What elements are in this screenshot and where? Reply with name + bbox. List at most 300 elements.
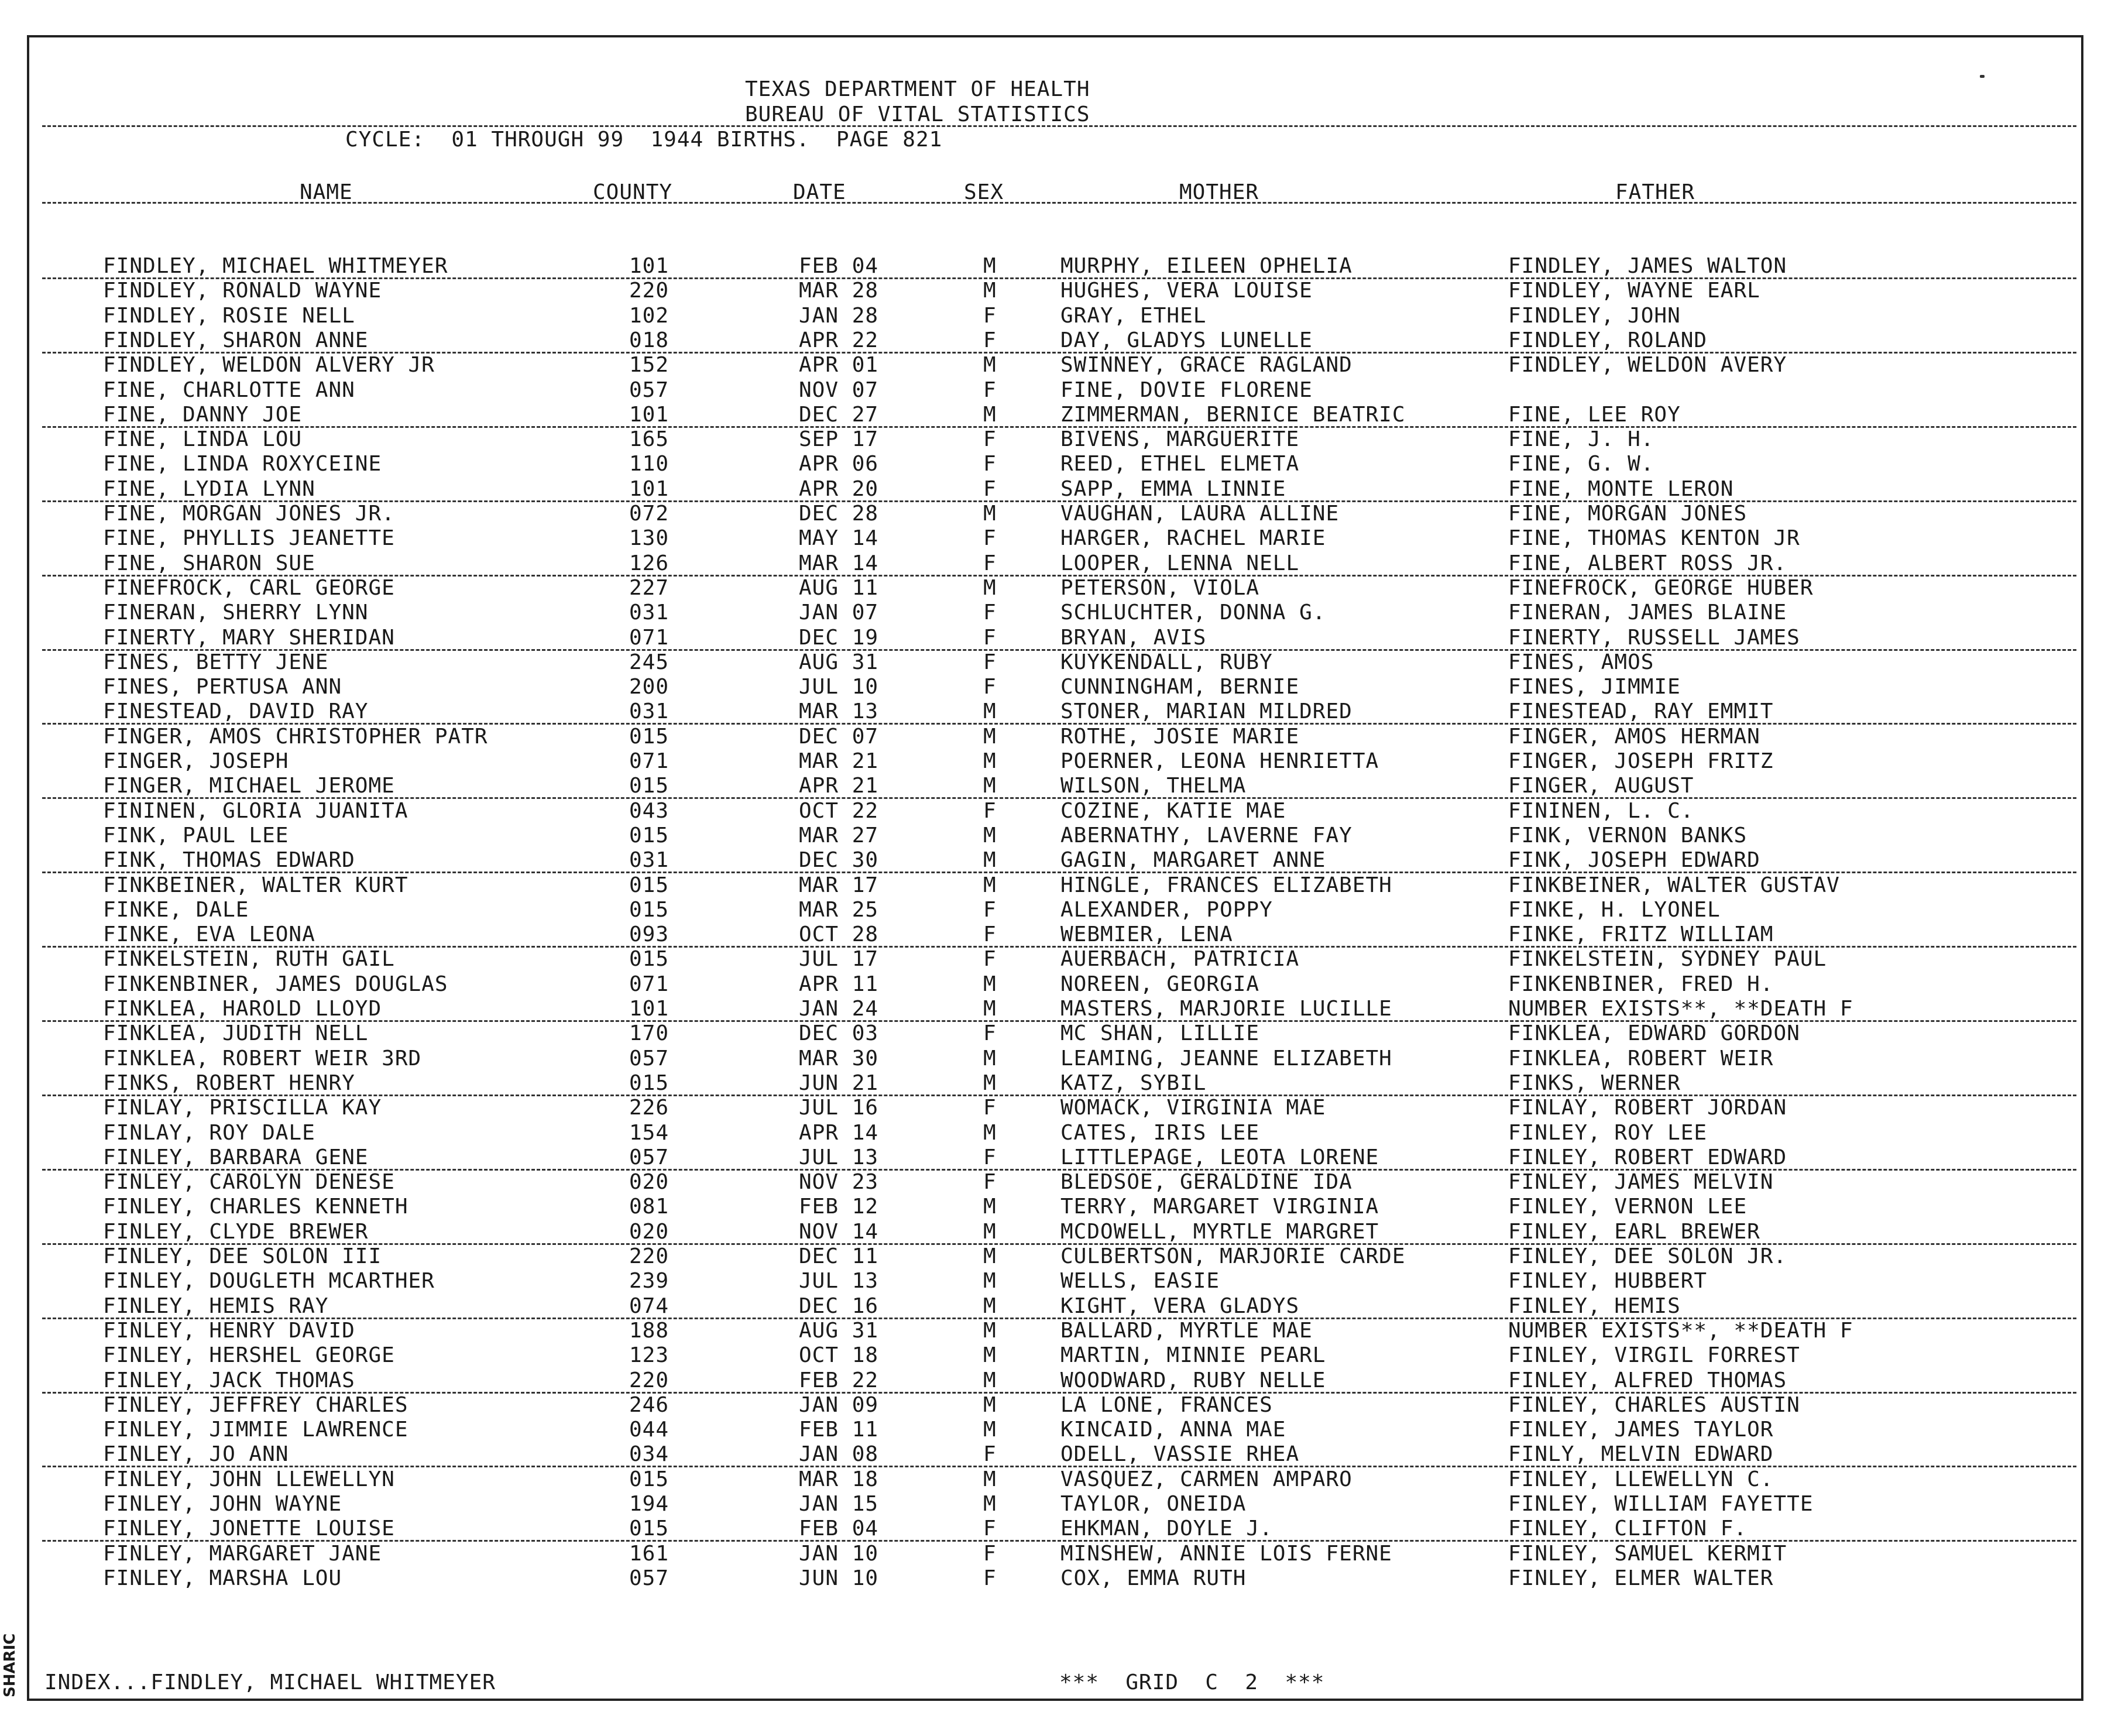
record-father: FINKLEA, ROBERT WEIR	[1508, 1046, 1774, 1071]
record-mother: BALLARD, MYRTLE MAE	[1060, 1318, 1313, 1343]
record-date: MAR 28	[799, 279, 879, 303]
record-county: 057	[629, 1046, 670, 1071]
table-row	[0, 1542, 2125, 1566]
record-mother: TERRY, MARGARET VIRGINIA	[1060, 1195, 1379, 1219]
record-county: 074	[629, 1294, 670, 1318]
table-row	[0, 304, 2125, 328]
record-father: FINE, MONTE LERON	[1508, 476, 1734, 501]
record-mother: MURPHY, EILEEN OPHELIA	[1060, 254, 1352, 278]
record-sex: M	[983, 1046, 997, 1071]
record-county: 015	[629, 947, 670, 972]
record-father: FINDLEY, WAYNE EARL	[1508, 279, 1760, 303]
table-row	[0, 1319, 2125, 1343]
record-county: 072	[629, 502, 670, 526]
record-sex: F	[983, 650, 997, 674]
record-sex: M	[983, 502, 997, 526]
record-sex: F	[983, 328, 997, 352]
table-row	[0, 1442, 2125, 1467]
table-row	[0, 378, 2125, 403]
table-row	[0, 824, 2125, 848]
record-name: FINKBEINER, WALTER KURT	[103, 873, 408, 897]
record-name: FINE, LINDA ROXYCEINE	[103, 452, 382, 476]
footer-grid: *** GRID C 2 ***	[1059, 1670, 1325, 1694]
record-sex: M	[983, 279, 997, 303]
record-sex: F	[983, 1021, 997, 1046]
record-name: FINKENBINER, JAMES DOUGLAS	[103, 972, 448, 996]
table-row	[0, 922, 2125, 947]
record-name: FINLEY, JIMMIE LAWRENCE	[103, 1418, 408, 1442]
record-sex: M	[983, 575, 997, 600]
record-father: FINKE, H. LYONEL	[1508, 897, 1721, 922]
table-row	[0, 774, 2125, 798]
table-row	[0, 947, 2125, 972]
record-father: FINLEY, ROBERT EDWARD	[1508, 1145, 1787, 1169]
table-row	[0, 1071, 2125, 1096]
record-father: FINK, JOSEPH EDWARD	[1508, 848, 1760, 873]
record-mother: MASTERS, MARJORIE LUCILLE	[1060, 997, 1392, 1021]
record-sex: M	[983, 402, 997, 427]
record-sex: M	[983, 823, 997, 848]
record-date: MAR 25	[799, 897, 879, 922]
record-father: FINGER, AUGUST	[1508, 774, 1694, 798]
record-date: DEC 27	[799, 402, 879, 427]
record-date: FEB 04	[799, 1517, 879, 1541]
record-name: FINLEY, JOHN WAYNE	[103, 1492, 342, 1516]
record-name: FINKLEA, JUDITH NELL	[103, 1021, 369, 1046]
record-mother: MINSHEW, ANNIE LOIS FERNE	[1060, 1541, 1392, 1566]
record-date: DEC 16	[799, 1294, 879, 1318]
record-county: 044	[629, 1418, 670, 1442]
record-mother: WOODWARD, RUBY NELLE	[1060, 1368, 1326, 1392]
record-father: FINLEY, JAMES MELVIN	[1508, 1170, 1774, 1195]
record-sex: F	[983, 1566, 997, 1590]
record-sex: M	[983, 1294, 997, 1318]
record-father: FINDLEY, ROLAND	[1508, 328, 1708, 352]
table-row	[0, 972, 2125, 997]
record-name: FINGER, JOSEPH	[103, 749, 289, 773]
record-county: 226	[629, 1096, 670, 1120]
record-date: FEB 11	[799, 1418, 879, 1442]
record-mother: WEBMIER, LENA	[1060, 922, 1233, 947]
record-date: APR 21	[799, 774, 879, 798]
record-name: FINLEY, JONETTE LOUISE	[103, 1517, 395, 1541]
record-father: FINLY, MELVIN EDWARD	[1508, 1442, 1774, 1467]
table-row	[0, 1343, 2125, 1368]
table-row	[0, 427, 2125, 452]
record-county: 020	[629, 1219, 670, 1244]
table-row	[0, 848, 2125, 873]
record-father: FINERAN, JAMES BLAINE	[1508, 601, 1787, 625]
record-sex: F	[983, 303, 997, 328]
record-mother: STONER, MARIAN MILDRED	[1060, 699, 1352, 724]
record-mother: LA LONE, FRANCES	[1060, 1392, 1273, 1417]
record-father: FINLEY, SAMUEL KERMIT	[1508, 1541, 1787, 1566]
record-mother: DAY, GLADYS LUNELLE	[1060, 328, 1313, 352]
record-date: MAR 27	[799, 823, 879, 848]
table-row	[0, 279, 2125, 303]
record-date: DEC 07	[799, 724, 879, 749]
col-date-header: DATE	[793, 180, 846, 204]
record-sex: F	[983, 922, 997, 947]
record-county: 031	[629, 848, 670, 873]
record-name: FINLEY, CLYDE BREWER	[103, 1219, 369, 1244]
record-mother: KATZ, SYBIL	[1060, 1071, 1207, 1095]
record-sex: F	[983, 1145, 997, 1169]
record-mother: ODELL, VASSIE RHEA	[1060, 1442, 1300, 1467]
record-date: APR 06	[799, 452, 879, 476]
record-father: FINLEY, ALFRED THOMAS	[1508, 1368, 1787, 1392]
record-name: FINES, PERTUSA ANN	[103, 675, 342, 699]
record-date: JAN 28	[799, 303, 879, 328]
record-county: 170	[629, 1021, 670, 1046]
record-county: 018	[629, 328, 670, 352]
col-sex-header: SEX	[964, 180, 1004, 204]
record-name: FINLEY, CHARLES KENNETH	[103, 1195, 408, 1219]
record-father: FINERTY, RUSSELL JAMES	[1508, 625, 1800, 650]
table-row	[0, 1393, 2125, 1418]
record-father: FINK, VERNON BANKS	[1508, 823, 1748, 848]
record-sex: M	[983, 1269, 997, 1294]
table-row	[0, 353, 2125, 378]
record-date: JUL 17	[799, 947, 879, 972]
record-date: NOV 23	[799, 1170, 879, 1195]
record-date: JUL 13	[799, 1145, 879, 1169]
header-divider	[42, 125, 2076, 127]
col-name-header: NAME	[300, 180, 353, 204]
record-name: FINE, CHARLOTTE ANN	[103, 378, 355, 402]
record-county: 015	[629, 1467, 670, 1491]
table-row	[0, 1467, 2125, 1492]
record-father: NUMBER EXISTS**, **DEATH F	[1508, 997, 1853, 1021]
record-date: AUG 11	[799, 575, 879, 600]
record-mother: WELLS, EASIE	[1060, 1269, 1220, 1294]
record-name: FINKE, EVA LEONA	[103, 922, 315, 947]
record-county: 161	[629, 1541, 670, 1566]
record-date: NOV 07	[799, 378, 879, 402]
record-mother: ZIMMERMAN, BERNICE BEATRIC	[1060, 402, 1406, 427]
record-mother: HINGLE, FRANCES ELIZABETH	[1060, 873, 1392, 897]
record-mother: GAGIN, MARGARET ANNE	[1060, 848, 1326, 873]
record-name: FINES, BETTY JENE	[103, 650, 329, 674]
record-county: 031	[629, 699, 670, 724]
record-father: FINGER, AMOS HERMAN	[1508, 724, 1760, 749]
record-sex: F	[983, 476, 997, 501]
record-county: 015	[629, 724, 670, 749]
record-date: AUG 31	[799, 650, 879, 674]
record-father: FINLEY, VERNON LEE	[1508, 1195, 1748, 1219]
record-county: 220	[629, 1244, 670, 1268]
record-name: FINLEY, HERSHEL GEORGE	[103, 1343, 395, 1368]
record-father: FININEN, L. C.	[1508, 798, 1694, 823]
record-name: FINLAY, PRISCILLA KAY	[103, 1096, 382, 1120]
record-name: FINE, SHARON SUE	[103, 551, 315, 575]
table-row	[0, 502, 2125, 526]
record-name: FINKE, DALE	[103, 897, 249, 922]
record-sex: F	[983, 1442, 997, 1467]
record-county: 165	[629, 427, 670, 452]
record-date: JUN 21	[799, 1071, 879, 1095]
table-row	[0, 1566, 2125, 1591]
side-label: SHARIC	[1, 1633, 19, 1697]
record-father: FINE, THOMAS KENTON JR	[1508, 526, 1800, 551]
record-sex: M	[983, 1318, 997, 1343]
record-mother: WILSON, THELMA	[1060, 774, 1247, 798]
table-row	[0, 997, 2125, 1021]
record-sex: F	[983, 452, 997, 476]
record-mother: VAUGHAN, LAURA ALLINE	[1060, 502, 1340, 526]
table-row	[0, 650, 2125, 675]
record-date: FEB 04	[799, 254, 879, 278]
record-father: FINESTEAD, RAY EMMIT	[1508, 699, 1774, 724]
record-mother: KUYKENDALL, RUBY	[1060, 650, 1273, 674]
record-father: FINDLEY, WELDON AVERY	[1508, 353, 1787, 378]
record-county: 245	[629, 650, 670, 674]
record-mother: MC SHAN, LILLIE	[1060, 1021, 1260, 1046]
record-sex: F	[983, 675, 997, 699]
record-mother: ALEXANDER, POPPY	[1060, 897, 1273, 922]
record-date: JUN 10	[799, 1566, 879, 1590]
record-date: OCT 28	[799, 922, 879, 947]
record-name: FINEFROCK, CARL GEORGE	[103, 575, 395, 600]
record-name: FINERAN, SHERRY LYNN	[103, 601, 369, 625]
record-county: 057	[629, 1566, 670, 1590]
record-name: FINLEY, JEFFREY CHARLES	[103, 1392, 408, 1417]
record-mother: CULBERTSON, MARJORIE CARDE	[1060, 1244, 1406, 1268]
record-name: FINK, PAUL LEE	[103, 823, 289, 848]
record-county: 071	[629, 625, 670, 650]
record-name: FINE, LINDA LOU	[103, 427, 303, 452]
record-name: FINLEY, HENRY DAVID	[103, 1318, 355, 1343]
record-father: FINEFROCK, GEORGE HUBER	[1508, 575, 1814, 600]
record-name: FINKLEA, ROBERT WEIR 3RD	[103, 1046, 422, 1071]
table-row	[0, 1492, 2125, 1517]
record-father: FINLEY, WILLIAM FAYETTE	[1508, 1492, 1814, 1516]
record-date: MAY 14	[799, 526, 879, 551]
record-name: FINLEY, JO ANN	[103, 1442, 289, 1467]
table-row	[0, 576, 2125, 601]
record-mother: REED, ETHEL ELMETA	[1060, 452, 1300, 476]
table-row	[0, 1368, 2125, 1393]
table-row	[0, 699, 2125, 724]
record-sex: F	[983, 1170, 997, 1195]
record-mother: SWINNEY, GRACE RAGLAND	[1060, 353, 1352, 378]
table-row	[0, 328, 2125, 353]
record-sex: M	[983, 699, 997, 724]
record-sex: M	[983, 749, 997, 773]
record-sex: F	[983, 378, 997, 402]
table-row	[0, 1047, 2125, 1071]
record-name: FINLEY, HEMIS RAY	[103, 1294, 329, 1318]
record-name: FINLEY, MARGARET JANE	[103, 1541, 382, 1566]
record-sex: M	[983, 1195, 997, 1219]
record-name: FINLEY, MARSHA LOU	[103, 1566, 342, 1590]
record-mother: LITTLEPAGE, LEOTA LORENE	[1060, 1145, 1379, 1169]
record-date: MAR 14	[799, 551, 879, 575]
record-sex: F	[983, 526, 997, 551]
record-sex: M	[983, 997, 997, 1021]
record-mother: AUERBACH, PATRICIA	[1060, 947, 1300, 972]
record-county: 015	[629, 823, 670, 848]
record-sex: M	[983, 254, 997, 278]
table-row	[0, 403, 2125, 427]
speck-mark	[1980, 75, 1985, 78]
record-mother: COX, EMMA RUTH	[1060, 1566, 1247, 1590]
record-date: DEC 03	[799, 1021, 879, 1046]
record-mother: EHKMAN, DOYLE J.	[1060, 1517, 1273, 1541]
col-county-header: COUNTY	[593, 180, 673, 204]
record-father: FINLEY, HUBBERT	[1508, 1269, 1708, 1294]
table-row	[0, 675, 2125, 699]
record-name: FINLAY, ROY DALE	[103, 1120, 315, 1145]
record-county: 110	[629, 452, 670, 476]
record-sex: M	[983, 873, 997, 897]
record-sex: F	[983, 427, 997, 452]
record-father: FINKELSTEIN, SYDNEY PAUL	[1508, 947, 1827, 972]
table-row	[0, 254, 2125, 279]
record-father: FINLEY, HEMIS	[1508, 1294, 1681, 1318]
column-header-divider	[42, 202, 2076, 204]
record-date: DEC 19	[799, 625, 879, 650]
record-mother: TAYLOR, ONEIDA	[1060, 1492, 1247, 1516]
record-date: APR 22	[799, 328, 879, 352]
record-name: FINDLEY, WELDON ALVERY JR	[103, 353, 435, 378]
record-county: 015	[629, 1517, 670, 1541]
record-name: FINK, THOMAS EDWARD	[103, 848, 355, 873]
record-date: MAR 18	[799, 1467, 879, 1491]
table-row	[0, 898, 2125, 922]
table-row	[0, 1269, 2125, 1294]
record-name: FINLEY, CAROLYN DENESE	[103, 1170, 395, 1195]
record-county: 200	[629, 675, 670, 699]
record-county: 031	[629, 601, 670, 625]
record-county: 239	[629, 1269, 670, 1294]
record-mother: COZINE, KATIE MAE	[1060, 798, 1286, 823]
record-county: 101	[629, 402, 670, 427]
record-date: FEB 22	[799, 1368, 879, 1392]
record-sex: M	[983, 1120, 997, 1145]
record-name: FINDLEY, SHARON ANNE	[103, 328, 369, 352]
record-father: FINDLEY, JAMES WALTON	[1508, 254, 1787, 278]
record-sex: F	[983, 947, 997, 972]
record-date: JAN 08	[799, 1442, 879, 1467]
record-county: 123	[629, 1343, 670, 1368]
record-mother: NOREEN, GEORGIA	[1060, 972, 1260, 996]
record-date: APR 14	[799, 1120, 879, 1145]
record-date: OCT 22	[799, 798, 879, 823]
table-row	[0, 1121, 2125, 1145]
record-mother: CUNNINGHAM, BERNIE	[1060, 675, 1300, 699]
record-county: 220	[629, 1368, 670, 1392]
record-father: FINLEY, DEE SOLON JR.	[1508, 1244, 1787, 1268]
record-name: FINERTY, MARY SHERIDAN	[103, 625, 395, 650]
record-county: 015	[629, 774, 670, 798]
record-mother: GRAY, ETHEL	[1060, 303, 1207, 328]
record-date: DEC 11	[799, 1244, 879, 1268]
record-county: 020	[629, 1170, 670, 1195]
record-sex: F	[983, 1541, 997, 1566]
table-row	[0, 601, 2125, 625]
record-date: JAN 24	[799, 997, 879, 1021]
record-date: SEP 17	[799, 427, 879, 452]
record-father: FINE, J. H.	[1508, 427, 1654, 452]
record-date: JAN 09	[799, 1392, 879, 1417]
record-date: MAR 13	[799, 699, 879, 724]
record-sex: M	[983, 972, 997, 996]
record-name: FINLEY, BARBARA GENE	[103, 1145, 369, 1169]
record-name: FINKS, ROBERT HENRY	[103, 1071, 355, 1095]
record-date: MAR 21	[799, 749, 879, 773]
record-sex: M	[983, 724, 997, 749]
record-date: JAN 07	[799, 601, 879, 625]
record-date: FEB 12	[799, 1195, 879, 1219]
record-name: FINDLEY, RONALD WAYNE	[103, 279, 382, 303]
record-father: FINE, MORGAN JONES	[1508, 502, 1748, 526]
record-county: 194	[629, 1492, 670, 1516]
table-row	[0, 1170, 2125, 1195]
table-row	[0, 1418, 2125, 1442]
record-county: 101	[629, 476, 670, 501]
table-row	[0, 1244, 2125, 1269]
record-father: FINLAY, ROBERT JORDAN	[1508, 1096, 1787, 1120]
table-row	[0, 626, 2125, 650]
record-mother: MCDOWELL, MYRTLE MARGRET	[1060, 1219, 1379, 1244]
record-county: 154	[629, 1120, 670, 1145]
record-sex: F	[983, 551, 997, 575]
record-county: 152	[629, 353, 670, 378]
footer-index: INDEX...FINDLEY, MICHAEL WHITMEYER	[44, 1670, 496, 1694]
record-name: FINESTEAD, DAVID RAY	[103, 699, 369, 724]
record-father: FINLEY, CHARLES AUSTIN	[1508, 1392, 1800, 1417]
table-row	[0, 1517, 2125, 1541]
table-row	[0, 1145, 2125, 1170]
record-father: FINLEY, JAMES TAYLOR	[1508, 1418, 1774, 1442]
record-date: JUL 16	[799, 1096, 879, 1120]
record-sex: M	[983, 1467, 997, 1491]
record-name: FINGER, AMOS CHRISTOPHER PATR	[103, 724, 488, 749]
record-sex: M	[983, 353, 997, 378]
record-name: FINGER, MICHAEL JEROME	[103, 774, 395, 798]
record-mother: SCHLUCHTER, DONNA G.	[1060, 601, 1326, 625]
record-name: FINLEY, JACK THOMAS	[103, 1368, 355, 1392]
record-date: AUG 31	[799, 1318, 879, 1343]
table-row	[0, 477, 2125, 502]
record-date: MAR 30	[799, 1046, 879, 1071]
table-row	[0, 1195, 2125, 1219]
record-county: 081	[629, 1195, 670, 1219]
record-father: FINES, JIMMIE	[1508, 675, 1681, 699]
cycle-line: CYCLE: 01 THROUGH 99 1944 BIRTHS. PAGE 821	[345, 128, 943, 152]
record-date: MAR 17	[799, 873, 879, 897]
record-sex: M	[983, 1219, 997, 1244]
record-county: 102	[629, 303, 670, 328]
record-county: 101	[629, 254, 670, 278]
record-county: 220	[629, 279, 670, 303]
record-mother: HUGHES, VERA LOUISE	[1060, 279, 1313, 303]
record-county: 015	[629, 1071, 670, 1095]
record-father: FINLEY, ROY LEE	[1508, 1120, 1708, 1145]
table-row	[0, 799, 2125, 824]
record-sex: F	[983, 601, 997, 625]
record-father: FINLEY, CLIFTON F.	[1508, 1517, 1748, 1541]
record-sex: F	[983, 897, 997, 922]
record-name: FINE, LYDIA LYNN	[103, 476, 315, 501]
record-name: FINDLEY, ROSIE NELL	[103, 303, 355, 328]
record-name: FINDLEY, MICHAEL WHITMEYER	[103, 254, 448, 278]
record-sex: M	[983, 848, 997, 873]
record-father: FINLEY, VIRGIL FORREST	[1508, 1343, 1800, 1368]
table-row	[0, 1220, 2125, 1244]
record-date: DEC 30	[799, 848, 879, 873]
